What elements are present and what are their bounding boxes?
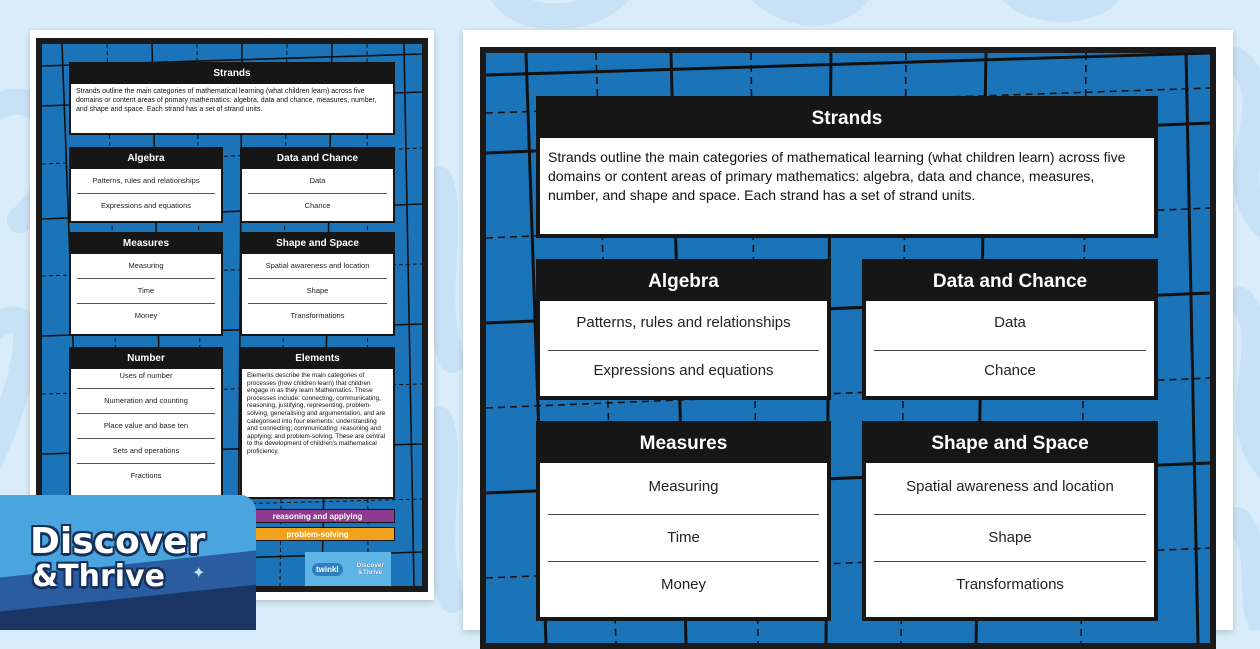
number-item: Sets and operations (77, 439, 215, 464)
shape-space-title-large: Shape and Space (866, 425, 1154, 463)
number-card (69, 347, 223, 502)
strands-description: Strands outline the main categories of mathematical learning (what children learn) across five domains or content areas of primary mathematics: algebra, data and chance, measures, number, and shape and space. Each strand has a set of strand units. (76, 88, 377, 113)
algebra-item-large: Patterns, rules and relationships (548, 301, 819, 351)
data-chance-card (240, 147, 395, 223)
measures-card (69, 232, 223, 336)
number-title: Number (71, 349, 221, 369)
measures-item-large: Money (660, 576, 707, 593)
number-item: Fractions (130, 471, 162, 480)
shape-space-item: Shape (248, 279, 387, 304)
poster-zoomed (463, 30, 1233, 630)
discover-thrive-badge (0, 495, 256, 630)
mini-brand-line1: Discover (356, 562, 385, 569)
data-chance-card-large (862, 259, 1158, 400)
measures-item-large: Time (548, 515, 819, 562)
elements-title: Elements (242, 349, 393, 369)
algebra-card (69, 147, 223, 223)
strands-title-large: Strands (540, 100, 1154, 138)
brand-title-line2: &Thrive (32, 559, 165, 594)
elements-description: Elements describe the main categories of processes (how children learn) that children engage in as they learn Mathematics. These processes include: connecting, communicating, reasoning, justifying, representing, problem-solving, generalising and argumentation, and are categorised into four elements: understanding and connecting; communicating; reasoning and applying; and problem-solving. These are central to the development of children's mathematical proficiency. (247, 372, 386, 455)
strands-title: Strands (71, 64, 393, 84)
measures-item: Measuring (77, 254, 215, 279)
measures-item: Time (77, 279, 215, 304)
data-chance-item-large: Data (874, 301, 1146, 351)
data-chance-item-large: Chance (984, 362, 1036, 379)
number-item: Numeration and counting (77, 389, 215, 414)
footer-logos (305, 552, 391, 586)
strands-description-large: Strands outline the main categories of mathematical learning (what children learn) across five domains or content areas of primary mathematics: algebra, data and chance, measures, number, and shape and space. Each strand has a set of strand units. (548, 149, 1126, 203)
number-item: Uses of number (77, 369, 215, 389)
data-chance-item: Data (248, 169, 387, 194)
shape-space-card-large (862, 421, 1158, 621)
shape-space-item-large: Shape (874, 515, 1146, 562)
measures-title: Measures (71, 234, 221, 254)
sparkle-icon: ✦ (192, 565, 206, 582)
strands-card (69, 62, 395, 135)
number-item: Place value and base ten (77, 414, 215, 439)
shape-space-item: Spatial awareness and location (248, 254, 387, 279)
element-pill-reasoning: reasoning and applying (240, 509, 395, 523)
shape-space-item-large: Spatial awareness and location (874, 463, 1146, 515)
elements-card (240, 347, 395, 499)
shape-space-title: Shape and Space (242, 234, 393, 254)
data-chance-title: Data and Chance (242, 149, 393, 169)
algebra-title-large: Algebra (540, 263, 827, 301)
measures-item-large: Measuring (548, 463, 819, 515)
shape-space-item: Transformations (290, 311, 345, 320)
algebra-item: Expressions and equations (100, 201, 192, 210)
algebra-item-large: Expressions and equations (593, 362, 774, 379)
poster-zoomed-canvas (480, 47, 1216, 649)
shape-space-item-large: Transformations (956, 576, 1064, 593)
brand-title-line1: Discover (30, 521, 206, 562)
measures-item: Money (134, 311, 158, 320)
shape-space-card (240, 232, 395, 336)
data-chance-item: Chance (304, 201, 331, 210)
data-chance-title-large: Data and Chance (866, 263, 1154, 301)
algebra-item: Patterns, rules and relationships (77, 169, 215, 194)
twinkl-logo: twinkl (312, 563, 343, 576)
mini-brand-line2: &Thrive (358, 569, 383, 576)
measures-card-large (536, 421, 831, 621)
strands-card-large (536, 96, 1158, 238)
algebra-title: Algebra (71, 149, 221, 169)
algebra-card-large (536, 259, 831, 400)
element-pill-problem-solving: problem-solving (240, 527, 395, 541)
mini-brand-logo (357, 562, 384, 576)
measures-title-large: Measures (540, 425, 827, 463)
